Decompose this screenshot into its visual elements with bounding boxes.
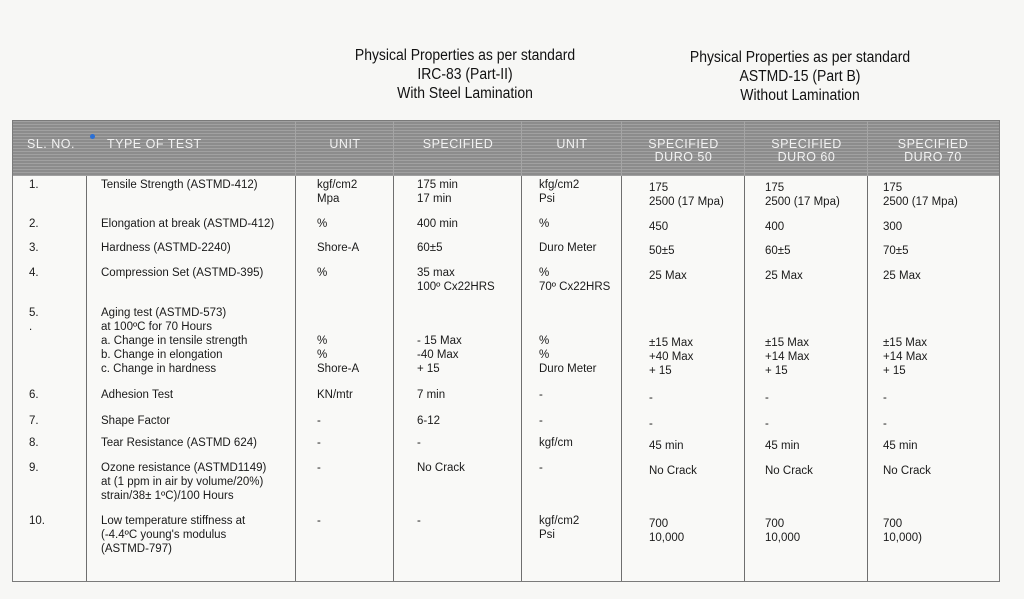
cell-duro-70-line: 25 Max <box>883 270 921 282</box>
heading-irc83-line2: IRC-83 (Part-II) <box>417 66 513 83</box>
cell-duro-60-line: 2500 (17 Mpa) <box>765 196 840 208</box>
cell-specified-irc <box>417 436 421 450</box>
cell-unit-irc <box>317 334 359 376</box>
cell-duro-60 <box>765 244 791 258</box>
heading-astmd15 <box>634 48 967 105</box>
cell-duro-50 <box>649 464 697 478</box>
cell-duro-70-line: - <box>883 418 887 430</box>
heading-irc83-line1: Physical Properties as per standard <box>354 47 576 64</box>
cell-sl-no-line: 5. <box>29 307 39 319</box>
cell-unit-astm-line: 70º Cx22HRS <box>539 281 611 293</box>
cell-duro-60-line: ±15 Max <box>765 337 810 349</box>
cell-duro-70 <box>883 464 931 478</box>
cell-unit-astm-line: kfg/cm2 <box>539 179 580 191</box>
cell-unit-astm <box>539 436 573 450</box>
heading-astmd15-line1: Physical Properties as per standard <box>689 49 911 66</box>
cell-duro-60-line: 10,000 <box>765 532 801 544</box>
cell-duro-70-line: 175 <box>883 182 903 194</box>
cell-duro-60 <box>765 439 800 453</box>
cell-test-name-line: Tear Resistance (ASTMD 624) <box>101 437 257 449</box>
cell-specified-irc <box>417 217 458 231</box>
cell-sl-no-line: 7. <box>29 415 39 427</box>
cell-test-name-line: Shape Factor <box>101 415 171 427</box>
column-divider <box>867 121 868 176</box>
cell-unit-astm-line: % <box>539 335 550 347</box>
cell-test-name-line: Compression Set (ASTMD-395) <box>101 267 264 279</box>
col-header-unit-irc: UNIT <box>329 137 361 151</box>
cell-sl-no <box>29 178 39 192</box>
cell-unit-astm-line: Duro Meter <box>539 242 597 254</box>
cell-unit-irc-line: kgf/cm2 <box>317 179 358 191</box>
cell-duro-70-line: 10,000) <box>883 532 923 544</box>
cell-test-name <box>101 388 173 402</box>
cell-unit-irc <box>317 266 327 280</box>
cell-test-name <box>101 241 231 255</box>
cell-unit-irc <box>317 461 321 475</box>
cell-duro-50-line: - <box>649 392 653 404</box>
cell-unit-astm <box>539 461 543 475</box>
cell-duro-70-line: 300 <box>883 221 903 233</box>
column-divider <box>621 176 622 581</box>
cell-duro-50-line: 2500 (17 Mpa) <box>649 196 724 208</box>
cell-duro-70-line: 45 min <box>883 440 918 452</box>
cell-unit-astm <box>539 514 579 542</box>
cell-duro-60-line: 400 <box>765 221 785 233</box>
cell-test-name-line: strain/38± 1ºC)/100 Hours <box>101 490 234 502</box>
cell-duro-70 <box>883 439 918 453</box>
cell-unit-irc-line: % <box>317 267 328 279</box>
cell-test-name-line: a. Change in tensile strength <box>101 335 248 347</box>
cell-specified-irc-line: 35 max <box>417 267 455 279</box>
cell-unit-irc-line: - <box>317 515 321 527</box>
cell-duro-70 <box>883 269 921 283</box>
col-header-specified-irc: SPECIFIED <box>422 137 494 151</box>
cell-specified-irc-line: 17 min <box>417 193 452 205</box>
cell-sl-no <box>29 514 45 528</box>
cell-unit-astm-line: kgf/cm2 <box>539 515 580 527</box>
cell-specified-irc <box>417 266 495 294</box>
cell-duro-50-line: 50±5 <box>649 245 675 257</box>
cell-duro-70-line: + 15 <box>883 365 906 377</box>
cell-specified-irc-line: -40 Max <box>417 349 459 361</box>
cell-duro-50 <box>649 517 684 545</box>
cell-duro-50 <box>649 417 653 431</box>
column-divider <box>521 176 522 581</box>
cell-specified-irc <box>417 514 421 528</box>
cell-specified-irc-line: + 15 <box>417 363 440 375</box>
cell-duro-60-line: 60±5 <box>765 245 791 257</box>
cell-specified-irc-line: 6-12 <box>417 415 441 427</box>
cell-duro-70 <box>883 336 927 378</box>
cell-unit-astm-line: Psi <box>539 529 555 541</box>
blue-dot-mark <box>90 134 95 139</box>
cell-duro-50-line: No Crack <box>649 465 697 477</box>
cell-specified-irc <box>417 178 458 206</box>
cell-duro-60-line: 25 Max <box>765 270 803 282</box>
column-divider <box>393 121 394 176</box>
cell-duro-50 <box>649 336 693 378</box>
cell-duro-70 <box>883 391 887 405</box>
col-header-duro-60: SPECIFIED DURO 60 <box>771 137 842 164</box>
cell-unit-astm <box>539 334 597 376</box>
column-divider <box>86 176 87 581</box>
cell-duro-50 <box>649 391 653 405</box>
cell-unit-astm-line: % <box>539 267 550 279</box>
heading-astmd15-line2: ASTMD-15 (Part B) <box>739 68 861 85</box>
cell-test-name-line: at (1 ppm in air by volume/20%) <box>101 476 264 488</box>
cell-unit-astm-line: - <box>539 415 543 427</box>
cell-duro-50-line: +40 Max <box>649 351 694 363</box>
cell-duro-70-line: ±15 Max <box>883 337 928 349</box>
cell-specified-irc-line: 175 min <box>417 179 458 191</box>
col-header-type-of-test: TYPE OF TEST <box>107 137 202 151</box>
heading-irc83 <box>317 46 614 103</box>
cell-duro-60-line: 45 min <box>765 440 800 452</box>
cell-test-name <box>101 461 266 503</box>
cell-duro-50 <box>649 269 687 283</box>
cell-duro-60-line: 700 <box>765 518 785 530</box>
cell-unit-irc-line: % <box>317 218 328 230</box>
cell-duro-70 <box>883 220 902 234</box>
cell-specified-irc-line: - <box>417 437 421 449</box>
heading-astmd15-line3: Without Lamination <box>740 87 860 104</box>
cell-duro-60 <box>765 269 803 283</box>
cell-unit-astm <box>539 217 549 231</box>
cell-test-name <box>101 266 263 280</box>
cell-duro-60-line: - <box>765 418 769 430</box>
cell-duro-60 <box>765 220 784 234</box>
cell-unit-irc <box>317 388 353 402</box>
cell-sl-no <box>29 306 39 334</box>
cell-test-name-line: b. Change in elongation <box>101 349 223 361</box>
col-header-duro-50: SPECIFIED DURO 50 <box>648 137 719 164</box>
cell-test-name <box>101 514 245 556</box>
cell-duro-50-line: + 15 <box>649 365 672 377</box>
cell-duro-50 <box>649 244 675 258</box>
column-divider <box>295 121 296 176</box>
cell-duro-60 <box>765 517 800 545</box>
cell-unit-astm-line: % <box>539 218 550 230</box>
cell-duro-70 <box>883 517 922 545</box>
cell-duro-60 <box>765 391 769 405</box>
cell-unit-irc <box>317 514 321 528</box>
cell-duro-70-line: No Crack <box>883 465 931 477</box>
cell-test-name-line: Low temperature stiffness at <box>101 515 246 527</box>
cell-duro-50-line: 175 <box>649 182 669 194</box>
cell-test-name-line: Ozone resistance (ASTMD1149) <box>101 462 267 474</box>
cell-sl-no <box>29 461 39 475</box>
cell-duro-60 <box>765 464 813 478</box>
column-divider <box>393 176 394 581</box>
cell-test-name-line: c. Change in hardness <box>101 363 217 375</box>
properties-table <box>12 120 1000 582</box>
col-header-sl-no: SL. NO. <box>27 137 75 151</box>
column-divider <box>621 121 622 176</box>
cell-sl-no <box>29 266 39 280</box>
cell-specified-irc <box>417 388 445 402</box>
cell-unit-irc-line: % <box>317 349 328 361</box>
cell-sl-no-line: 2. <box>29 218 39 230</box>
cell-duro-60-line: +14 Max <box>765 351 810 363</box>
cell-duro-50-line: - <box>649 418 653 430</box>
cell-duro-60 <box>765 336 809 378</box>
cell-sl-no <box>29 436 39 450</box>
cell-specified-irc-line: No Crack <box>417 462 465 474</box>
cell-test-name-line: Elongation at break (ASTMD-412) <box>101 218 275 230</box>
cell-duro-50-line: 700 <box>649 518 669 530</box>
cell-unit-astm <box>539 388 543 402</box>
cell-specified-irc <box>417 334 462 376</box>
cell-test-name <box>101 436 257 450</box>
cell-unit-astm-line: Psi <box>539 193 555 205</box>
cell-duro-70-line: 700 <box>883 518 903 530</box>
heading-irc83-line3: With Steel Lamination <box>397 85 533 102</box>
cell-duro-60 <box>765 417 769 431</box>
cell-duro-60-line: No Crack <box>765 465 813 477</box>
cell-duro-50 <box>649 220 668 234</box>
cell-duro-50-line: 450 <box>649 221 669 233</box>
cell-specified-irc-line: - 15 Max <box>417 335 462 347</box>
cell-sl-no-line: 1. <box>29 179 39 191</box>
cell-duro-70-line: 2500 (17 Mpa) <box>883 196 958 208</box>
cell-duro-70 <box>883 244 909 258</box>
cell-test-name-line: at 100ºC for 70 Hours <box>101 321 212 333</box>
cell-unit-astm <box>539 241 597 255</box>
column-divider <box>295 176 296 581</box>
cell-duro-70-line: - <box>883 392 887 404</box>
cell-unit-irc-line: - <box>317 415 321 427</box>
column-divider <box>744 121 745 176</box>
cell-duro-70 <box>883 181 958 209</box>
cell-duro-70 <box>883 417 887 431</box>
cell-test-name <box>101 306 247 376</box>
column-divider <box>744 176 745 581</box>
cell-specified-irc <box>417 241 443 255</box>
cell-unit-astm <box>539 266 610 294</box>
cell-unit-astm-line: - <box>539 462 543 474</box>
cell-unit-astm-line: % <box>539 349 550 361</box>
cell-unit-irc-line: Shore-A <box>317 242 360 254</box>
cell-unit-irc-line: % <box>317 335 328 347</box>
cell-test-name <box>101 178 258 192</box>
cell-unit-irc-line: Shore-A <box>317 363 360 375</box>
cell-duro-70-line: +14 Max <box>883 351 928 363</box>
cell-unit-astm-line: kgf/cm <box>539 437 573 449</box>
column-divider <box>521 121 522 176</box>
cell-test-name-line: Adhesion Test <box>101 389 174 401</box>
cell-sl-no <box>29 388 39 402</box>
cell-unit-irc-line: - <box>317 437 321 449</box>
col-header-unit-astm: UNIT <box>556 137 588 151</box>
cell-unit-irc-line: Mpa <box>317 193 340 205</box>
cell-test-name-line: (ASTMD-797) <box>101 543 172 555</box>
cell-unit-irc <box>317 241 359 255</box>
cell-duro-60 <box>765 181 840 209</box>
cell-duro-60-line: + 15 <box>765 365 788 377</box>
cell-sl-no-line: 4. <box>29 267 39 279</box>
cell-sl-no-line: . <box>29 321 33 333</box>
cell-duro-50 <box>649 439 684 453</box>
cell-unit-irc-line: - <box>317 462 321 474</box>
cell-unit-astm <box>539 178 579 206</box>
cell-unit-irc <box>317 178 357 206</box>
cell-test-name-line: (-4.4ºC young's modulus <box>101 529 227 541</box>
cell-duro-50-line: ±15 Max <box>649 337 694 349</box>
cell-test-name <box>101 217 274 231</box>
cell-unit-irc <box>317 414 321 428</box>
cell-unit-astm-line: Duro Meter <box>539 363 597 375</box>
cell-test-name-line: Aging test (ASTMD-573) <box>101 307 227 319</box>
cell-sl-no <box>29 414 39 428</box>
cell-test-name-line: Tensile Strength (ASTMD-412) <box>101 179 258 191</box>
cell-unit-irc <box>317 436 321 450</box>
cell-unit-astm-line: - <box>539 389 543 401</box>
cell-specified-irc-line: 60±5 <box>417 242 443 254</box>
table-header <box>13 121 999 176</box>
cell-specified-irc <box>417 461 465 475</box>
cell-duro-50-line: 45 min <box>649 440 684 452</box>
cell-duro-50-line: 10,000 <box>649 532 685 544</box>
cell-sl-no-line: 6. <box>29 389 39 401</box>
cell-sl-no <box>29 241 39 255</box>
cell-specified-irc-line: 100º Cx22HRS <box>417 281 495 293</box>
cell-specified-irc <box>417 414 440 428</box>
column-divider <box>867 176 868 581</box>
cell-unit-astm <box>539 414 543 428</box>
col-header-duro-70: SPECIFIED DURO 70 <box>897 137 969 164</box>
cell-test-name-line: Hardness (ASTMD-2240) <box>101 242 231 254</box>
cell-specified-irc-line: 7 min <box>417 389 446 401</box>
cell-duro-60-line: 175 <box>765 182 785 194</box>
cell-specified-irc-line: 400 min <box>417 218 458 230</box>
cell-duro-50-line: 25 Max <box>649 270 687 282</box>
cell-sl-no-line: 3. <box>29 242 39 254</box>
cell-unit-irc <box>317 217 327 231</box>
cell-sl-no <box>29 217 39 231</box>
cell-test-name <box>101 414 170 428</box>
cell-specified-irc-line: - <box>417 515 421 527</box>
cell-sl-no-line: 8. <box>29 437 39 449</box>
cell-sl-no-line: 9. <box>29 462 39 474</box>
cell-duro-60-line: - <box>765 392 769 404</box>
cell-duro-50 <box>649 181 724 209</box>
cell-unit-irc-line: KN/mtr <box>317 389 353 401</box>
cell-sl-no-line: 10. <box>29 515 45 527</box>
cell-duro-70-line: 70±5 <box>883 245 909 257</box>
